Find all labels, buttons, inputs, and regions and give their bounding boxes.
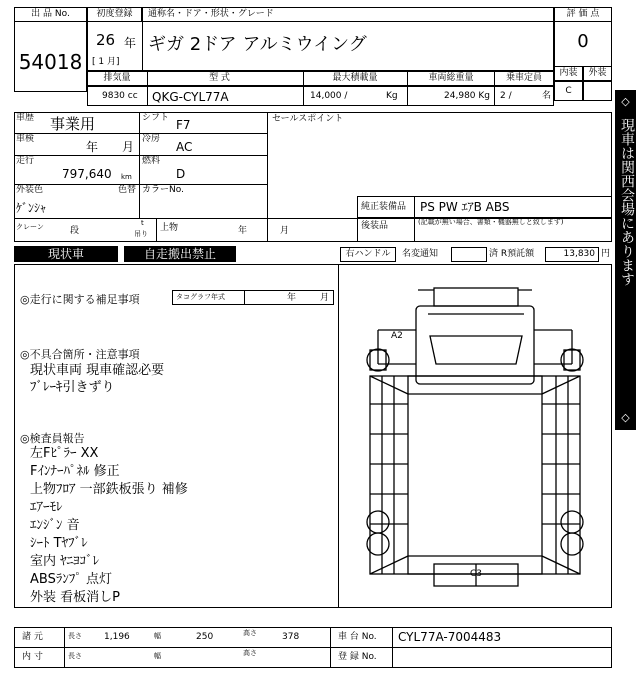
chassis-value: CYL77A-7004483	[398, 630, 502, 644]
displacement-label: 排気量	[103, 73, 131, 83]
exterior-label: 外装	[588, 68, 607, 78]
capacity-label: 乗車定員	[505, 73, 542, 83]
self-removal-badge: 自走搬出禁止	[124, 246, 236, 262]
color-change-label: 色替	[118, 185, 137, 195]
defect-item: 現状車両 現車確認必要	[30, 363, 165, 378]
type-label: 型 式	[209, 73, 230, 83]
inspection-label: 車検	[16, 134, 35, 144]
fuel-label: 燃料	[142, 156, 161, 166]
tacho-month: 月	[320, 293, 330, 303]
info-rule-1	[14, 133, 268, 134]
truck-diagram	[338, 264, 612, 608]
driving-title: ◎走行に関する補足事項	[20, 293, 140, 306]
height-label: 高さ	[243, 629, 257, 637]
exterior-color-value: ｹﾞﾝｼｬ	[16, 201, 47, 215]
score-value: 0	[577, 31, 589, 52]
fuel-value: D	[176, 167, 186, 181]
gross-weight-label: 車両総重量	[428, 73, 474, 83]
first-reg-month: [ 1 月]	[92, 57, 120, 67]
exterior-color-label: 外装色	[16, 185, 44, 195]
crane-steps: 段	[70, 226, 80, 236]
tacho-div	[244, 290, 245, 305]
max-load-value: 14,000 /	[310, 91, 348, 101]
inspector-item: ｴｱｰﾓﾚ	[30, 500, 63, 515]
length-label: 長さ	[68, 632, 82, 640]
damage-mark-rear: C3	[470, 569, 483, 579]
reg-label: 登 録 No.	[338, 652, 377, 662]
info-rule-2	[14, 155, 268, 156]
mileage-label: 走行	[16, 156, 35, 166]
inspector-item: ｴﾝｼﾞﾝ 音	[30, 518, 80, 533]
color-no-label: カラーNo.	[142, 185, 184, 195]
defects-title: ◎不具合箇所・注意事項	[20, 348, 140, 361]
inspector-item: Fｲﾝﾅｰﾊﾟﾈﾙ 修正	[30, 464, 120, 479]
footer-div-3	[392, 627, 393, 668]
spec-div-3	[407, 71, 408, 106]
displacement-value: 9830 cc	[102, 91, 138, 101]
first-reg-year-unit: 年	[124, 36, 137, 50]
bed-year: 年	[238, 226, 248, 236]
inner-width-label: 幅	[154, 652, 161, 660]
spec-div-4	[494, 71, 495, 106]
inner-length-label: 長さ	[68, 652, 82, 660]
inspector-item: 左Fﾋﾟﾗｰ XX	[30, 446, 99, 461]
model-name-label: 通称名・ドア・形状・グレード	[148, 9, 274, 19]
footer-div-1	[64, 627, 65, 668]
width-value: 250	[196, 632, 214, 642]
score-label: 評 価 点	[566, 9, 600, 19]
inspection-year: 年	[86, 140, 99, 154]
shift-value: F7	[176, 118, 191, 132]
dims-label: 諸 元	[22, 632, 43, 642]
side-banner-text: 現車は関西会場にあります	[619, 118, 635, 286]
name-change-box	[451, 247, 487, 262]
capacity-unit: 名	[542, 91, 552, 101]
interior-grade: C	[565, 86, 572, 96]
info-mid-div	[139, 112, 140, 184]
width-label: 幅	[154, 632, 161, 640]
history-label: 車歴	[16, 113, 35, 123]
bed-month: 月	[280, 226, 290, 236]
type-value: QKG-CYL77A	[152, 90, 229, 104]
lot-number: 54018	[18, 50, 83, 74]
equip-value: PS PW ｴｱB ABS	[420, 200, 510, 214]
recycle-unit: 円	[601, 249, 611, 259]
defect-item: ﾌﾞﾚｰｷ引きずり	[30, 380, 115, 395]
tacho-label: タコグラフ年式	[176, 293, 225, 301]
spec-div-2	[303, 71, 304, 106]
equip-label: 純正装備品	[361, 202, 407, 212]
footer-div-2	[330, 627, 331, 668]
max-load-label: 最大積載量	[332, 73, 378, 83]
retro-left-rule	[357, 218, 358, 242]
info-rule-3	[14, 184, 268, 185]
recycle-label: 済 R預託額	[489, 249, 535, 259]
inner-height-label: 高さ	[243, 649, 257, 657]
recycle-amount: 13,830	[563, 249, 595, 259]
crane-ton-bottom: 吊り	[134, 230, 148, 238]
footer-mid-rule	[14, 647, 612, 648]
crane-label: クレーン	[16, 223, 44, 231]
crane-div	[156, 218, 157, 242]
inspection-month: 月	[122, 140, 135, 154]
crane-ton-top: t	[141, 219, 144, 227]
spec-div-1	[147, 71, 148, 106]
inspector-item: 外装 看板消しP	[30, 590, 120, 605]
length-value: 1,196	[104, 632, 130, 642]
first-reg-year: 26	[96, 31, 116, 49]
max-load-unit: Kg	[386, 91, 398, 101]
chassis-label: 車 台 No.	[338, 632, 377, 642]
inspector-item: 室内 ﾔﾆﾖｺﾞﾚ	[30, 554, 100, 569]
equip-div	[414, 196, 415, 242]
inspector-item: 上物ﾌﾛｱ 一部鉄板張り 補修	[30, 482, 188, 497]
inspector-item: ｼｰﾄ Tﾔﾌﾞﾚ	[30, 536, 88, 551]
exterior-grade-cell	[583, 81, 612, 101]
inspector-title: ◎検査員報告	[20, 432, 85, 445]
right-hand-label: 右ハンドル	[345, 249, 391, 259]
history-value: 事業用	[50, 115, 96, 133]
ac-value: AC	[176, 140, 193, 154]
first-reg-label: 初度登録	[96, 9, 133, 19]
model-name: ギガ 2ドア アルミウイング	[148, 34, 367, 55]
sales-point-label: セールスポイント	[272, 114, 344, 124]
lot-label: 出 品 No.	[31, 9, 70, 19]
ac-label: 冷房	[142, 134, 161, 144]
name-change-label: 名変通知	[402, 249, 439, 259]
side-banner-top: ◇	[621, 95, 630, 108]
current-car-badge: 現状車	[14, 246, 118, 262]
info-color-div	[139, 184, 140, 218]
tacho-year: 年	[287, 293, 297, 303]
first-reg-divider	[142, 22, 143, 71]
damage-mark-front: A2	[391, 331, 403, 341]
mileage-unit: km	[121, 173, 132, 181]
capacity-value: 2 /	[500, 91, 512, 101]
bed-label: 上物	[160, 223, 179, 233]
retro-note: (記載が無い場合、書類・機器無しと致します)	[418, 218, 564, 226]
interior-label: 内装	[559, 68, 578, 78]
shift-label: シフト	[142, 113, 170, 123]
side-banner-bottom: ◇	[621, 411, 630, 424]
inspector-item: ABSﾗﾝﾌﾟ 点灯	[30, 572, 112, 587]
height-value: 378	[282, 632, 300, 642]
mileage-value: 797,640	[62, 167, 112, 181]
inner-label: 内 寸	[22, 652, 43, 662]
gross-weight-value: 24,980 Kg	[444, 91, 490, 101]
retro-label: 後装品	[361, 221, 389, 231]
